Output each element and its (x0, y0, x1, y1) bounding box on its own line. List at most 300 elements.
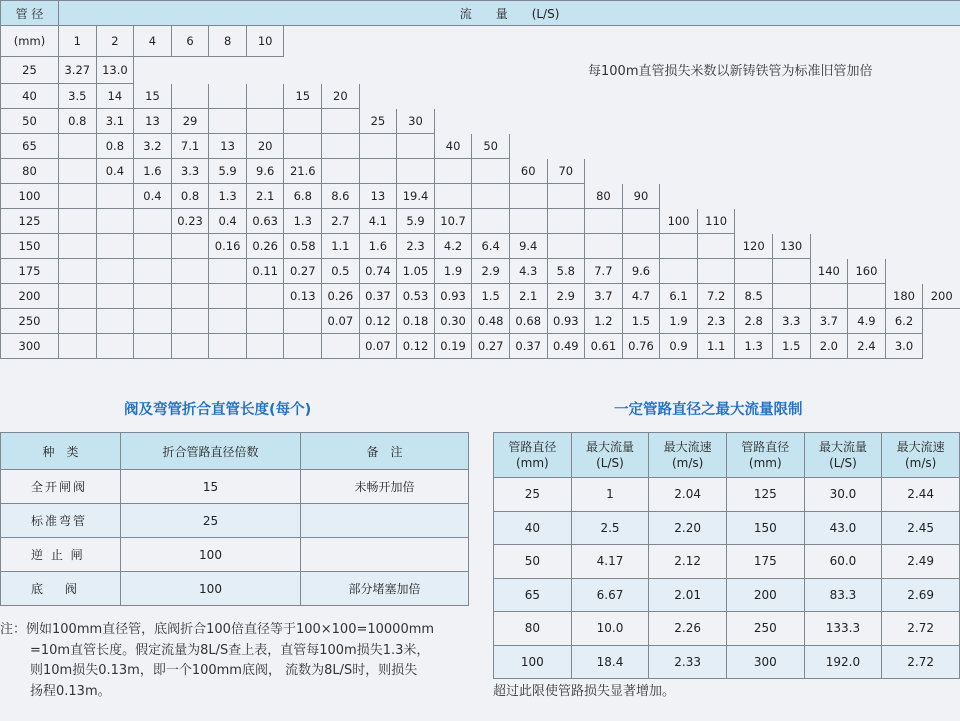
head-loss-cell: 1.05 (397, 259, 435, 284)
valve-kind: 逆 止 闸 (1, 538, 121, 572)
maxflow-cell: 60.0 (804, 545, 882, 579)
head-loss-cell: 1.3 (209, 184, 247, 209)
maxflow-cell: 2.72 (882, 645, 960, 679)
head-loss-cell: 0.07 (322, 309, 360, 334)
head-loss-cell (660, 159, 698, 184)
head-loss-cell (134, 57, 172, 84)
head-loss-cell: 130 (772, 234, 810, 259)
head-loss-cell (397, 57, 435, 84)
head-loss-cell (171, 284, 209, 309)
head-loss-cell (697, 234, 735, 259)
maxflow-cell: 300 (726, 645, 804, 679)
maxflow-note: 超过此限使管路损失显著增加。 (493, 684, 676, 699)
flow-column-value (547, 26, 585, 57)
head-loss-cell: 13.0 (96, 57, 134, 84)
head-loss-cell (697, 84, 735, 109)
maxflow-cell: 10.0 (571, 612, 649, 646)
head-loss-cell (134, 234, 172, 259)
table-row (1, 159, 960, 184)
head-loss-cell: 6.1 (660, 284, 698, 309)
head-loss-cell: 20 (246, 134, 284, 159)
head-loss-cell (923, 209, 960, 234)
head-loss-cell: 2.8 (735, 309, 773, 334)
head-loss-cell: 0.18 (397, 309, 435, 334)
head-loss-cell (810, 234, 848, 259)
pipe-diameter: 200 (1, 284, 59, 309)
head-loss-cell (472, 57, 510, 84)
head-loss-cell (810, 159, 848, 184)
head-loss-cell (171, 334, 209, 359)
head-loss-cell: 160 (848, 259, 886, 284)
head-loss-cell (509, 134, 547, 159)
head-loss-cell: 0.23 (171, 209, 209, 234)
note-line: =10m直管长度。假定流量为8L/S查上表，直管每100m损失1.3米， (30, 642, 430, 658)
table-row (494, 645, 960, 679)
head-loss-cell (735, 259, 773, 284)
valve-remark (301, 504, 469, 538)
maxflow-cell: 192.0 (804, 645, 882, 679)
head-loss-cell (810, 209, 848, 234)
maxflow-cell: 80 (494, 612, 572, 646)
head-loss-cell (885, 209, 923, 234)
flow-column-value (322, 26, 360, 57)
head-loss-cell: 0.9 (660, 334, 698, 359)
head-loss-cell (772, 209, 810, 234)
table-row (1, 184, 960, 209)
maxflow-cell: 2.26 (649, 612, 727, 646)
head-loss-cell: 0.53 (397, 284, 435, 309)
head-loss-cell (509, 84, 547, 109)
pipe-diameter: 80 (1, 159, 59, 184)
head-loss-cell (772, 259, 810, 284)
maxflow-cell: 2.45 (882, 511, 960, 545)
head-loss-cell: 40 (434, 134, 472, 159)
head-loss-cell (848, 109, 886, 134)
head-loss-cell (472, 209, 510, 234)
head-loss-cell (322, 57, 360, 84)
pipe-diameter: 175 (1, 259, 59, 284)
head-loss-cell (885, 159, 923, 184)
head-loss-cell (171, 84, 209, 109)
head-loss-cell (660, 109, 698, 134)
head-loss-cell: 1.6 (359, 234, 397, 259)
head-loss-cell (810, 109, 848, 134)
head-loss-cell: 1.2 (585, 309, 623, 334)
head-loss-cell: 0.26 (246, 234, 284, 259)
maxflow-cell: 250 (726, 612, 804, 646)
head-loss-cell (885, 259, 923, 284)
head-loss-cell (772, 284, 810, 309)
head-loss-cell (660, 134, 698, 159)
head-loss-cell: 13 (134, 109, 172, 134)
head-loss-cell (322, 159, 360, 184)
maxflow-cell: 43.0 (804, 511, 882, 545)
head-loss-cell: 5.9 (209, 159, 247, 184)
head-loss-cell: 0.49 (547, 334, 585, 359)
note-line: 注：例如100mm直径管，底阀折合100倍直径等于100×100=10000mm (0, 622, 435, 637)
head-loss-cell: 140 (810, 259, 848, 284)
column-header-flow: 流 量 (L/S) (59, 1, 960, 26)
table-row (1, 572, 469, 606)
head-loss-cell (885, 134, 923, 159)
head-loss-cell (209, 309, 247, 334)
head-loss-cell: 0.4 (134, 184, 172, 209)
column-header-max-velocity: 最大流速 (m/s) (882, 433, 960, 478)
flow-column-value (622, 26, 660, 57)
head-loss-cell (547, 184, 585, 209)
head-loss-cell (885, 234, 923, 259)
pipe-diameter: 125 (1, 209, 59, 234)
head-loss-cell: 0.07 (359, 334, 397, 359)
column-header-kind: 种 类 (1, 433, 121, 470)
head-loss-cell (772, 159, 810, 184)
maxflow-cell: 65 (494, 578, 572, 612)
head-loss-cell: 9.6 (622, 259, 660, 284)
maxflow-cell: 6.67 (571, 578, 649, 612)
head-loss-note: 每100m直管损失米数以新铸铁管为标准旧管加倍 (588, 64, 873, 79)
head-loss-cell (434, 57, 472, 84)
head-loss-cell (735, 134, 773, 159)
maxflow-cell: 2.20 (649, 511, 727, 545)
head-loss-cell (96, 334, 134, 359)
flow-column-value (735, 26, 773, 57)
head-loss-cell (660, 84, 698, 109)
maxflow-cell: 2.12 (649, 545, 727, 579)
head-loss-cell: 0.8 (96, 134, 134, 159)
flow-column-value: 10 (246, 26, 284, 57)
column-header-max-flow: 最大流量 (L/S) (571, 433, 649, 478)
head-loss-cell (585, 134, 623, 159)
table-row (1, 284, 960, 309)
head-loss-cell (735, 159, 773, 184)
valve-ratio: 15 (121, 470, 301, 504)
max-flow-table (493, 432, 960, 679)
pipe-diameter: 300 (1, 334, 59, 359)
head-loss-cell: 2.1 (246, 184, 284, 209)
head-loss-cell (697, 109, 735, 134)
flow-column-value (585, 26, 623, 57)
head-loss-cell (397, 84, 435, 109)
head-loss-cell (134, 284, 172, 309)
head-loss-cell: 4.1 (359, 209, 397, 234)
note-line: 扬程0.13m。 (30, 683, 111, 699)
maxflow-cell: 25 (494, 478, 572, 512)
head-loss-cell (622, 84, 660, 109)
head-loss-cell (284, 57, 322, 84)
head-loss-cell: 0.76 (622, 334, 660, 359)
head-loss-cell: 1.1 (322, 234, 360, 259)
table-row (1, 234, 960, 259)
head-loss-cell (923, 84, 960, 109)
column-header-max-velocity: 最大流速 (m/s) (649, 433, 727, 478)
maxflow-cell: 150 (726, 511, 804, 545)
head-loss-cell (322, 109, 360, 134)
head-loss-cell: 0.4 (96, 159, 134, 184)
valve-example-note (0, 620, 480, 702)
head-loss-cell (246, 84, 284, 109)
head-loss-cell (810, 134, 848, 159)
head-loss-cell (772, 84, 810, 109)
flow-column-value (284, 26, 322, 57)
head-loss-cell (735, 209, 773, 234)
head-loss-cell: 1.5 (472, 284, 510, 309)
head-loss-cell (923, 134, 960, 159)
maxflow-cell: 125 (726, 478, 804, 512)
head-loss-cell: 3.0 (885, 334, 923, 359)
note-line: 则10m损失0.13m，即一个100mm底阀， 流数为8L/S时，则损失 (30, 663, 418, 678)
column-header-remark: 备 注 (301, 433, 469, 470)
head-loss-cell: 8.5 (735, 284, 773, 309)
head-loss-cell (171, 234, 209, 259)
head-loss-cell (697, 159, 735, 184)
head-loss-cell (359, 57, 397, 84)
head-loss-cell: 0.93 (547, 309, 585, 334)
head-loss-cell (923, 184, 960, 209)
head-loss-cell (59, 159, 97, 184)
maxflow-cell: 2.72 (882, 612, 960, 646)
flow-column-value: 6 (171, 26, 209, 57)
head-loss-cell: 0.4 (209, 209, 247, 234)
head-loss-cell: 1.9 (434, 259, 472, 284)
head-loss-cell (848, 84, 886, 109)
maxflow-cell: 30.0 (804, 478, 882, 512)
head-loss-cell: 0.26 (322, 284, 360, 309)
head-loss-cell: 3.7 (585, 284, 623, 309)
head-loss-cell (284, 309, 322, 334)
head-loss-cell (96, 309, 134, 334)
head-loss-cell: 13 (359, 184, 397, 209)
pipe-diameter: 65 (1, 134, 59, 159)
head-loss-cell (209, 57, 247, 84)
head-loss-cell (697, 259, 735, 284)
head-loss-cell (134, 209, 172, 234)
head-loss-cell (96, 209, 134, 234)
head-loss-cell: 3.1 (96, 109, 134, 134)
head-loss-cell: 1.5 (772, 334, 810, 359)
maxflow-cell: 200 (726, 578, 804, 612)
head-loss-cell (547, 209, 585, 234)
head-loss-cell: 14 (96, 84, 134, 109)
head-loss-cell: 1.1 (697, 334, 735, 359)
maxflow-cell: 133.3 (804, 612, 882, 646)
head-loss-cell (923, 259, 960, 284)
head-loss-cell: 3.2 (134, 134, 172, 159)
table-row (494, 478, 960, 512)
column-header-ratio: 折合管路直径倍数 (121, 433, 301, 470)
head-loss-cell (284, 134, 322, 159)
head-loss-cell (96, 184, 134, 209)
head-loss-cell: 0.27 (284, 259, 322, 284)
head-loss-cell (246, 109, 284, 134)
head-loss-cell (171, 309, 209, 334)
head-loss-cell (246, 334, 284, 359)
head-loss-cell: 6.8 (284, 184, 322, 209)
head-loss-cell: 29 (171, 109, 209, 134)
table-row (1, 504, 469, 538)
head-loss-cell (585, 209, 623, 234)
head-loss-cell: 2.3 (397, 234, 435, 259)
head-loss-cell (622, 134, 660, 159)
head-loss-cell (585, 234, 623, 259)
head-loss-cell (885, 84, 923, 109)
flow-column-value: 1 (59, 26, 97, 57)
maxflow-cell: 2.01 (649, 578, 727, 612)
maxflow-cell: 2.44 (882, 478, 960, 512)
head-loss-cell: 4.3 (509, 259, 547, 284)
head-loss-cell (923, 159, 960, 184)
head-loss-cell (134, 309, 172, 334)
head-loss-cell (697, 184, 735, 209)
head-loss-cell: 0.63 (246, 209, 284, 234)
valve-remark: 未畅开加倍 (301, 470, 469, 504)
table-row (1, 259, 960, 284)
head-loss-cell: 0.37 (509, 334, 547, 359)
head-loss-cell (547, 57, 585, 84)
head-loss-cell (735, 184, 773, 209)
head-loss-cell (923, 109, 960, 134)
head-loss-cell: 0.27 (472, 334, 510, 359)
head-loss-cell (434, 159, 472, 184)
head-loss-cell (622, 159, 660, 184)
head-loss-cell (434, 184, 472, 209)
head-loss-cell: 3.3 (772, 309, 810, 334)
head-loss-cell (848, 184, 886, 209)
head-loss-cell (246, 309, 284, 334)
head-loss-cell: 0.8 (171, 184, 209, 209)
head-loss-cell (397, 159, 435, 184)
head-loss-cell (848, 234, 886, 259)
head-loss-cell (810, 284, 848, 309)
head-loss-cell (660, 184, 698, 209)
head-loss-cell (923, 57, 960, 84)
head-loss-header (1, 1, 960, 26)
head-loss-cell (810, 184, 848, 209)
head-loss-cell: 2.1 (509, 284, 547, 309)
head-loss-cell: 1.3 (735, 334, 773, 359)
head-loss-cell (923, 234, 960, 259)
flow-column-value (397, 26, 435, 57)
head-loss-cell: 100 (660, 209, 698, 234)
valve-table-header (1, 433, 469, 470)
head-loss-cell: 0.93 (434, 284, 472, 309)
head-loss-cell: 0.48 (472, 309, 510, 334)
head-loss-cell (735, 84, 773, 109)
valve-ratio: 100 (121, 572, 301, 606)
table-row (494, 612, 960, 646)
head-loss-cell: 50 (472, 134, 510, 159)
head-loss-cell (585, 109, 623, 134)
flow-column-value (885, 26, 923, 57)
head-loss-cell: 30 (397, 109, 435, 134)
head-loss-cell: 4.2 (434, 234, 472, 259)
head-loss-cell (96, 234, 134, 259)
head-loss-cell: 25 (359, 109, 397, 134)
table-row (1, 470, 469, 504)
head-loss-cell (547, 84, 585, 109)
head-loss-cell: 0.37 (359, 284, 397, 309)
head-loss-cell: 4.9 (848, 309, 886, 334)
head-loss-cell (885, 57, 923, 84)
head-loss-cell (59, 184, 97, 209)
pipe-diameter: 100 (1, 184, 59, 209)
head-loss-cell: 0.19 (434, 334, 472, 359)
head-loss-cell (359, 84, 397, 109)
pipe-diameter: 40 (1, 84, 59, 109)
head-loss-cell (59, 234, 97, 259)
head-loss-cell (923, 334, 960, 359)
head-loss-cell (96, 259, 134, 284)
table-row (1, 109, 960, 134)
head-loss-cell (322, 134, 360, 159)
maxflow-cell: 40 (494, 511, 572, 545)
head-loss-cell (209, 259, 247, 284)
head-loss-cell (59, 309, 97, 334)
head-loss-cell (359, 134, 397, 159)
maxflow-cell: 100 (494, 645, 572, 679)
head-loss-cell: 6.2 (885, 309, 923, 334)
head-loss-table (0, 0, 960, 359)
head-loss-cell: 0.74 (359, 259, 397, 284)
flow-column-value (472, 26, 510, 57)
column-header-diameter: 管 径 (1, 1, 59, 26)
head-loss-cell (885, 109, 923, 134)
head-loss-cell (472, 84, 510, 109)
head-loss-cell: 4.7 (622, 284, 660, 309)
flow-column-value: 4 (134, 26, 172, 57)
head-loss-cell (547, 109, 585, 134)
head-loss-cell: 0.12 (359, 309, 397, 334)
head-loss-cell: 10.7 (434, 209, 472, 234)
table-row (494, 511, 960, 545)
maxflow-table-header (494, 433, 960, 478)
pipe-diameter: 250 (1, 309, 59, 334)
table-row (494, 578, 960, 612)
valve-kind: 底 阀 (1, 572, 121, 606)
head-loss-cell (134, 334, 172, 359)
column-header-diameter: 管路直径 (mm) (494, 433, 572, 478)
pipe-diameter: 25 (1, 57, 59, 84)
head-loss-cell: 60 (509, 159, 547, 184)
maxflow-cell: 2.69 (882, 578, 960, 612)
flow-column-value (660, 26, 698, 57)
head-loss-cell (246, 284, 284, 309)
head-loss-cell: 1.3 (284, 209, 322, 234)
maxflow-cell: 1 (571, 478, 649, 512)
flow-column-value (434, 26, 472, 57)
head-loss-cell (772, 184, 810, 209)
head-loss-cell (359, 159, 397, 184)
head-loss-cell (772, 109, 810, 134)
table-row (494, 545, 960, 579)
head-loss-cell (472, 109, 510, 134)
table-row (1, 309, 960, 334)
head-loss-cell: 0.11 (246, 259, 284, 284)
valve-remark (301, 538, 469, 572)
head-loss-cell: 2.7 (322, 209, 360, 234)
head-loss-cell: 3.27 (59, 57, 97, 84)
head-loss-cell: 2.9 (547, 284, 585, 309)
head-loss-cell: 13 (209, 134, 247, 159)
head-loss-cell: 0.58 (284, 234, 322, 259)
maxflow-cell: 2.5 (571, 511, 649, 545)
head-loss-cell: 3.7 (810, 309, 848, 334)
valve-ratio: 100 (121, 538, 301, 572)
head-loss-cell (509, 109, 547, 134)
head-loss-cell (848, 159, 886, 184)
maxflow-cell: 4.17 (571, 545, 649, 579)
table-row (1, 26, 960, 57)
maxflow-table-caption: 一定管路直径之最大流量限制 (614, 402, 803, 418)
